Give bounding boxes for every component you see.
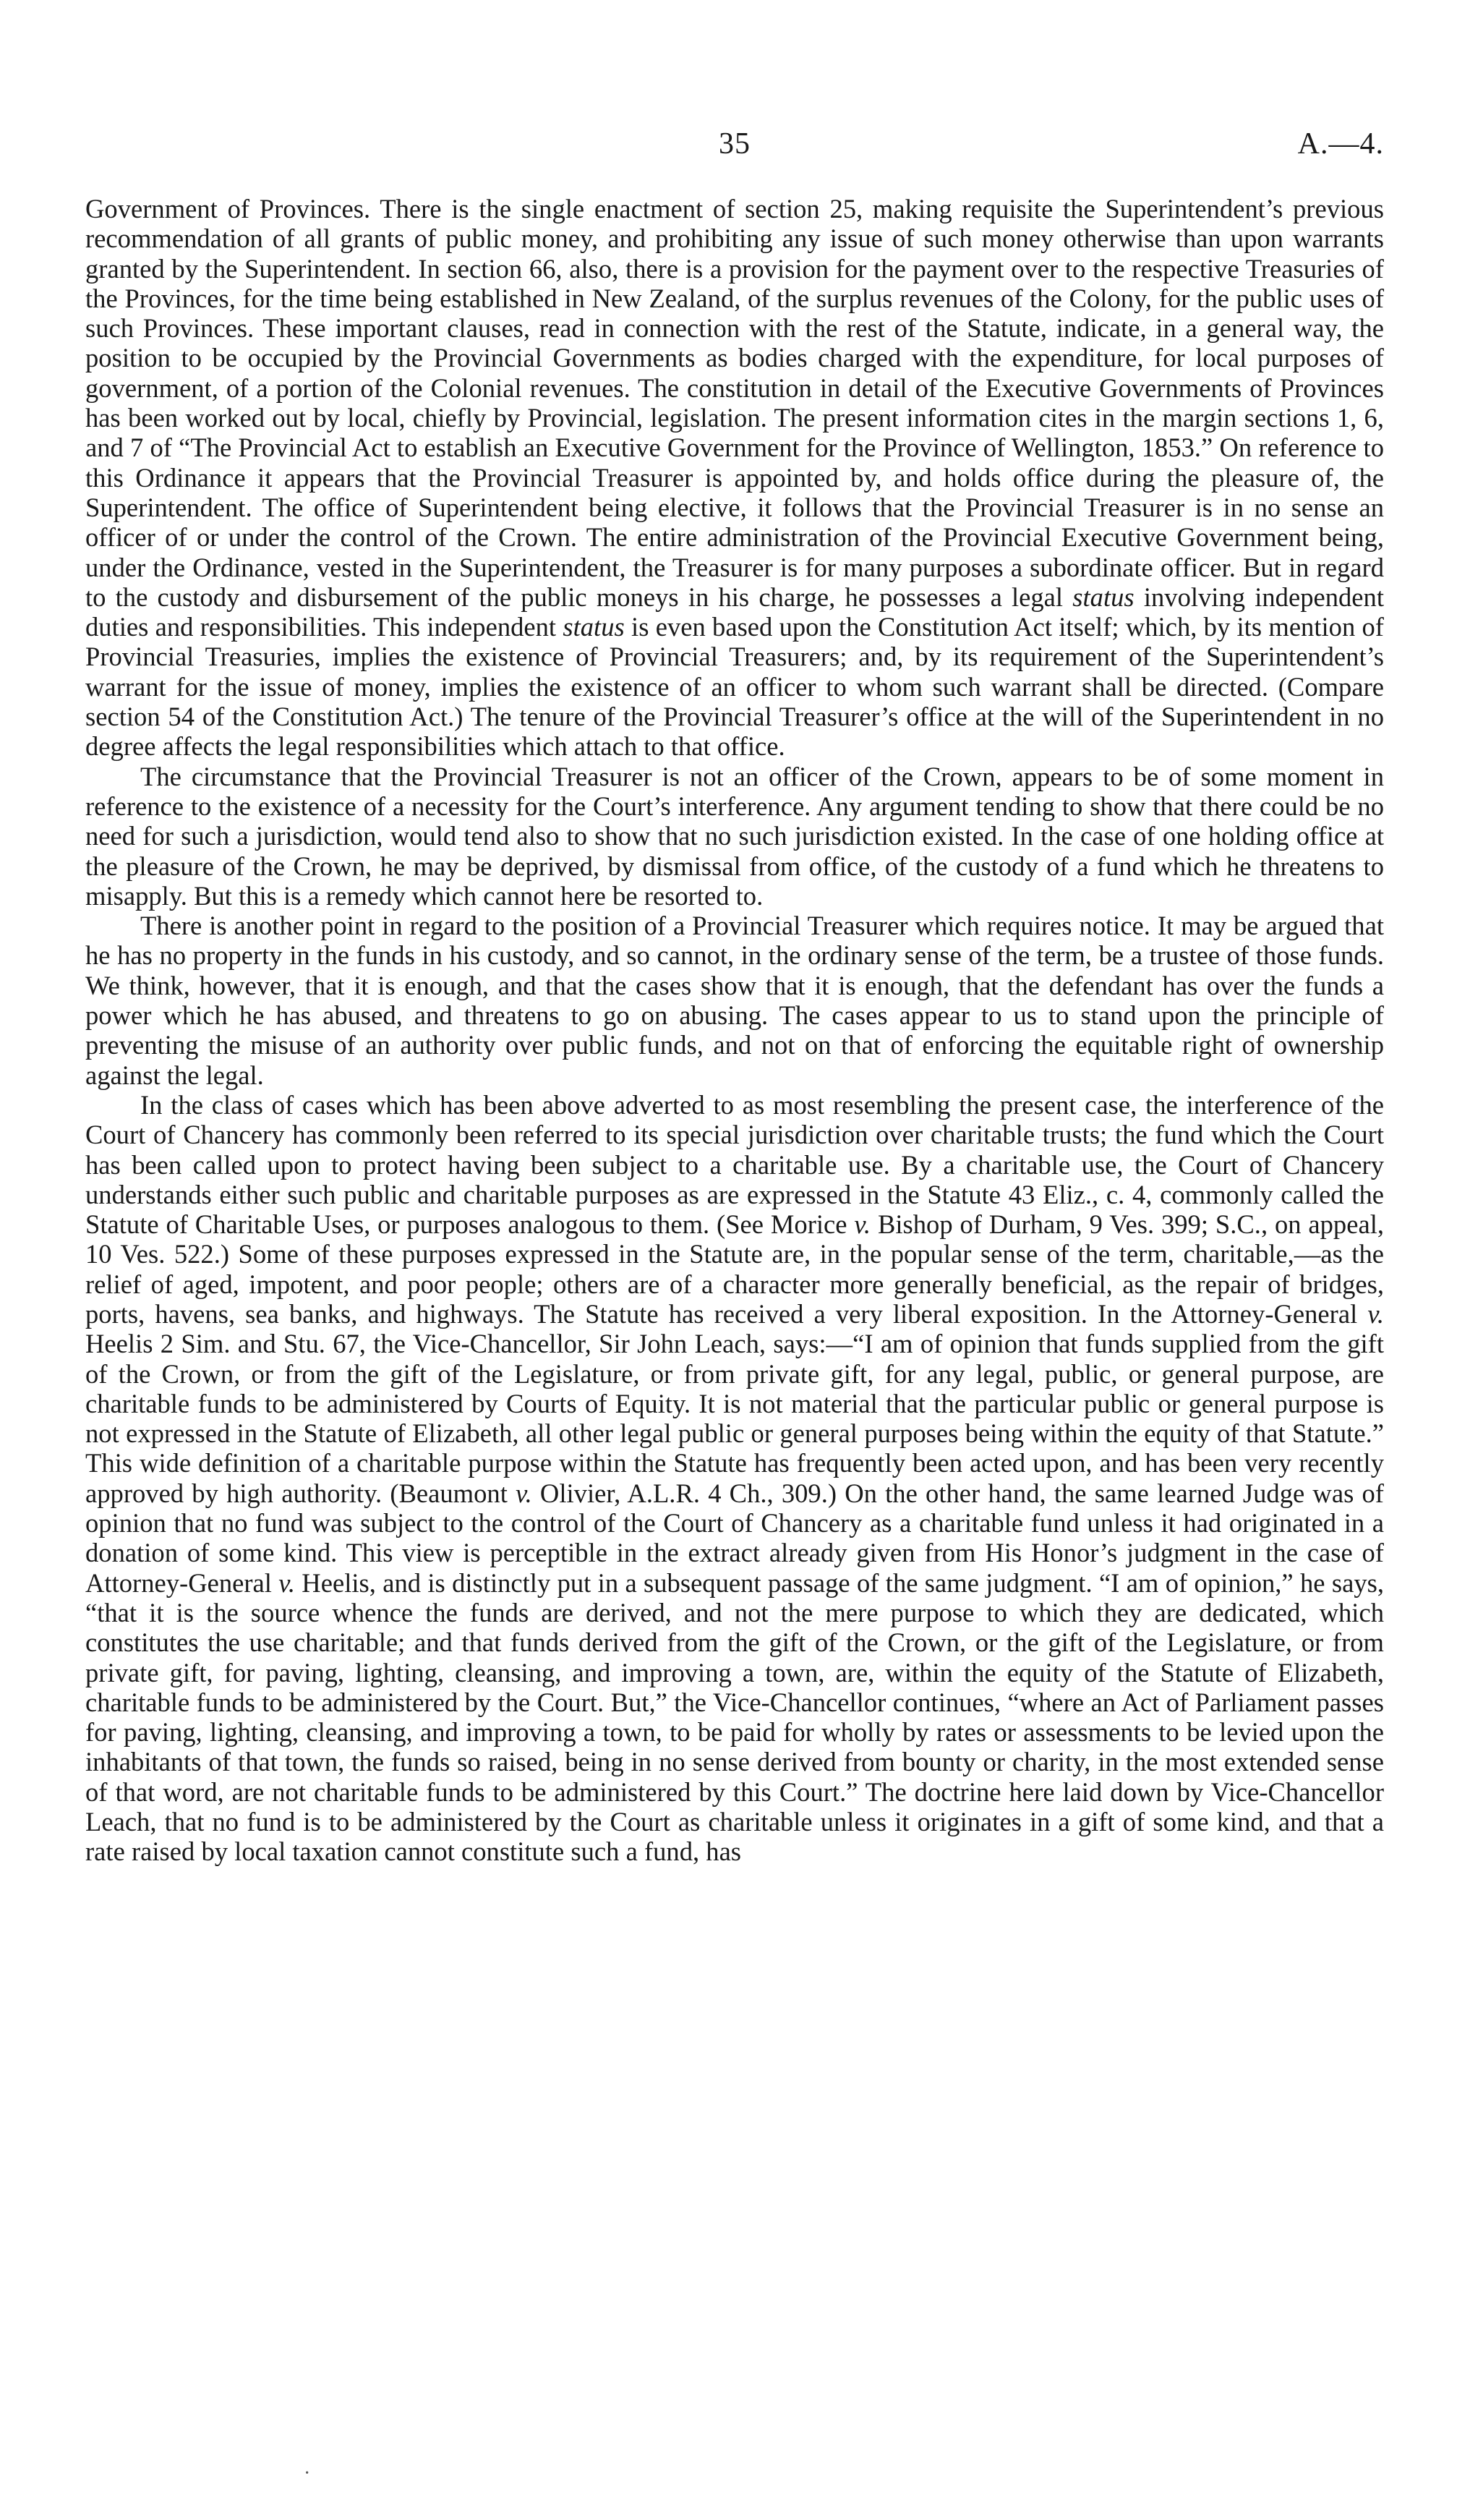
- text-run: Heelis, and is distinctly put in a subsequent passage of the same judgment. “I am of opinion,” he says, “that it is the source whence the funds are derived, and not the mere purpose to which they are dedicated, which constitutes the use charitable; and that funds derived from the gift of the Crown, or the gift of the Legislature, or from private gift, for paving, lighting, cleansing, and improving a town, are, within the equity of the Statute of Elizabeth, charitable funds to be administered by the Court. But,” the Vice-Chancellor continues, “where an Act of Parliament passes for paving, lighting, cleansing, and improving a town, to be paid for wholly by rates or assessments to be levied upon the inhabitants of that town, the funds so raised, being in no sense derived from bounty or charity, in the most extended sense of that word, are not charitable funds to be administered by this Court.” The doctrine here laid down by Vice-Chancellor Leach, that no fund is to be administered by the Court as charitable unless it originates in a gift of some kind, and that a rate raised by local taxation cannot constitute such a fund, has: [85, 1567, 1384, 1867]
- text-run: Olivier, A.L.R. 4 Ch., 309.) On the other hand, the same learned Judge was of opinion that no fund was subject to the control of the Court of Chancery as a charitable fund unless it had originated in a donation of some kind. This view is perceptible in the extract already given from His Honor’s judgment in the case of Attorney-General: [85, 1478, 1384, 1598]
- paragraph: [85, 1090, 1384, 1867]
- italic-text: v.: [278, 1567, 295, 1598]
- page-number: 35: [719, 127, 751, 161]
- text-run: There is another point in regard to the position of a Provincial Treasurer which requires notice. It may be argued that he has no property in the funds in his custody, and so cannot, in the ordinary sense of the term, be a trustee of those funds. We think, however, that it is enough, and that the cases show that it is enough, that the defendant has over the funds a power which he has abused, and threatens to go on abusing. The cases appear to us to stand upon the principle of preventing the misuse of an authority over public funds, and not on that of enforcing the equitable right of ownership against the legal.: [85, 911, 1384, 1090]
- body-text: [85, 194, 1384, 1867]
- text-run: In the class of cases which has been above adverted to as most resembling the present case, the interference of the Court of Chancery has commonly been referred to its special jurisdiction over charitable trusts; the fund which the Court has been called upon to protect having been subject to a charitable use. By a charitable use, the Court of Chancery understands either such public and charitable purposes as are expressed in the Statute 43 Eliz., c. 4, commonly called the Statute of Charitable Uses, or purposes analogous to them. (See Morice: [85, 1089, 1384, 1240]
- page-header: [85, 127, 1384, 170]
- text-run: involving independent duties and responsibilities. This independent: [85, 582, 1384, 642]
- italic-text: status: [563, 612, 625, 642]
- document-reference: A.—4.: [1297, 127, 1384, 161]
- italic-text: v.: [516, 1478, 532, 1508]
- italic-text: v.: [854, 1209, 871, 1240]
- stray-mark: ·: [304, 2462, 311, 2485]
- text-run: Heelis 2 Sim. and Stu. 67, the Vice-Chancellor, Sir John Leach, says:—“I am of opinion that funds supplied from the gift of the Crown, or from the gift of the Legislature, or from private gift, for any legal, public, or general purpose, are charitable funds to be administered by Courts of Equity. It is not material that the particular public or general purpose is not expressed in the Statute of Elizabeth, all other legal public or general purposes being within the equity of that Statute.” This wide definition of a charitable purpose within the Statute has frequently been acted upon, and has been very recently approved by high authority. (Beaumont: [85, 1329, 1384, 1508]
- text-run: The circumstance that the Provincial Treasurer is not an officer of the Crown, appears to be of some moment in reference to the existence of a necessity for the Court’s interference. Any argument tending to show that there could be no need for such a jurisdiction, would tend also to show that no such jurisdiction existed. In the case of one holding office at the pleasure of the Crown, he may be deprived, by dismissal from office, of the custody of a fund which he threatens to misapply. But this is a remedy which cannot here be resorted to.: [85, 761, 1384, 911]
- paragraph: [85, 194, 1384, 762]
- text-run: is even based upon the Constitution Act itself; which, by its mention of Provincial Treasuries, implies the existence of Provincial Treasurers; and, by its requirement of the Superintendent’s warrant for the issue of money, implies the existence of an officer to whom such warrant shall be directed. (Compare section 54 of the Constitution Act.) The tenure of the Provincial Treasurer’s office at the will of the Superintendent in no degree affects the legal responsibilities which attach to that office.: [85, 612, 1384, 762]
- text-run: Bishop of Durham, 9 Ves. 399; S.C., on appeal, 10 Ves. 522.) Some of these purposes expressed in the Statute are, in the popular sense of the term, charitable,—as the relief of aged, impotent, and poor people; others are of a character more generally beneficial, as the repair of bridges, ports, havens, sea banks, and highways. The Statute has received a very liberal exposition. In the Attorney-General: [85, 1209, 1384, 1329]
- paragraph: [85, 762, 1384, 911]
- italic-text: v.: [1367, 1298, 1384, 1329]
- italic-text: status: [1072, 582, 1134, 612]
- paragraph: [85, 911, 1384, 1090]
- text-run: Government of Provinces. There is the single enactment of section 25, making requisite the Superintendent’s previous recommendation of all grants of public money, and prohibiting any issue of such money otherwise than upon warrants granted by the Superintendent. In section 66, also, there is a provision for the payment over to the respective Treasuries of the Provinces, for the time being established in New Zealand, of the surplus revenues of the Colony, for the public uses of such Provinces. These important clauses, read in connection with the rest of the Statute, indicate, in a general way, the position to be occupied by the Provincial Governments as bodies charged with the expenditure, for local purposes of government, of a portion of the Colonial revenues. The constitution in detail of the Executive Governments of Provinces has been worked out by local, chiefly by Provincial, legislation. The present information cites in the margin sections 1, 6, and 7 of “The Provincial Act to establish an Executive Government for the Province of Wellington, 1853.” On reference to this Ordinance it appears that the Provincial Treasurer is appointed by, and holds office during the pleasure of, the Superintendent. The office of Superintendent being elective, it follows that the Provincial Treasurer is in no sense an officer of or under the control of the Crown. The entire administration of the Provincial Executive Government being, under the Ordinance, vested in the Superintendent, the Treasurer is for many purposes a subordinate officer. But in regard to the custody and disbursement of the public moneys in his charge, he possesses a legal: [85, 194, 1384, 612]
